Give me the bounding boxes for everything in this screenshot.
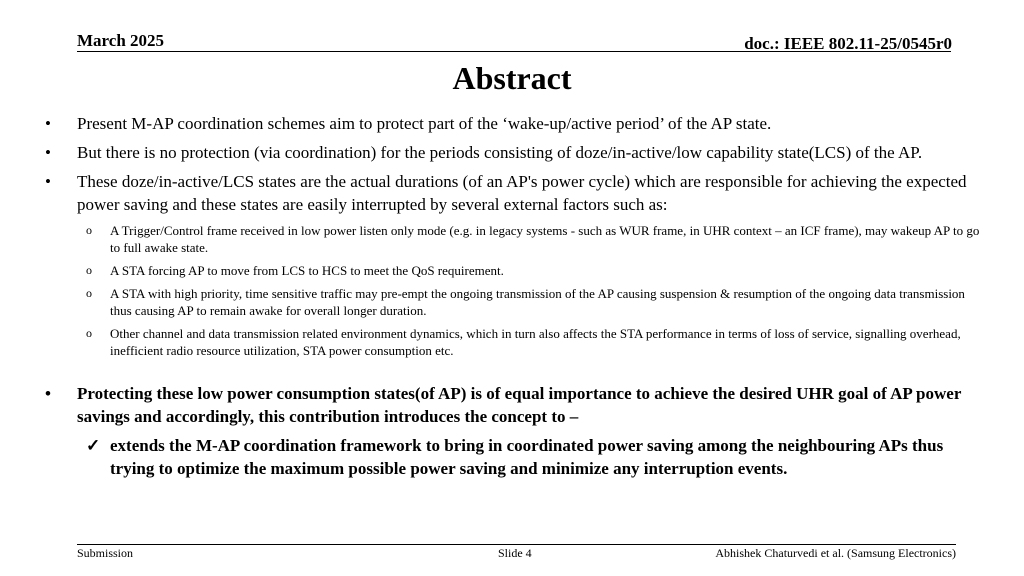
bullet-list [45,112,980,480]
check-bullet-text: extends the M-AP coordination framework to bring in coordinated power saving among the neighbouring APs thus trying to optimize the maximum possible power saving and minimize any interruption events. [110,436,944,478]
header-divider [77,51,951,52]
bullet-marker: • [45,114,51,133]
sub-bullet-text: Other channel and data transmission related environment dynamics, which in turn also affects the STA performance in terms of loss of service, signalling overhead, inefficient radio resource utilization, STA power consumption etc. [110,326,961,358]
slide-title: Abstract [452,60,572,96]
sub-bullet-marker: o [86,326,92,340]
bullet-item [45,141,980,164]
sub-bullet-item [45,222,980,256]
header-date: March 2025 [77,31,165,50]
key-bullet-item [45,382,980,428]
check-bullet-item [45,434,980,480]
sub-bullet-text: A Trigger/Control frame received in low power listen only mode (e.g. in legacy systems - such as WUR frame, in UHR context – an ICF frame), may wakeup AP to go to full awake state. [110,223,980,255]
key-bullet-text: Protecting these low power consumption states(of AP) is of equal importance to achieve the desired UHR goal of AP power savings and accordingly, this contribution introduces the concept to – [77,384,962,426]
sub-bullet-item [45,325,980,359]
footer-slide-number: Slide 4 [498,546,532,560]
bullet-item [45,112,980,135]
footer-divider [77,544,956,545]
sub-bullet-item [45,262,980,279]
bullet-marker: • [45,143,51,162]
bullet-marker: • [45,172,51,191]
sub-bullet-marker: o [86,223,92,237]
bullet-text: Present M-AP coordination schemes aim to protect part of the ‘wake-up/active period’ of the AP state. [77,114,772,133]
footer-author: Abhishek Chaturvedi et al. (Samsung Electronics) [715,546,956,560]
sub-bullet-text: A STA forcing AP to move from LCS to HCS to meet the QoS requirement. [110,263,504,278]
sub-bullet-text: A STA with high priority, time sensitive traffic may pre-empt the ongoing transmission of the AP causing suspension & resumption of the ongoing data transmission thus causing AP to remain awake for overall longer duration. [110,286,965,318]
bullet-text: But there is no protection (via coordination) for the periods consisting of doze/in-active/low capability state(LCS) of the AP. [77,143,923,162]
spacer [45,365,980,382]
sub-bullet-marker: o [86,286,92,300]
bullet-item [45,170,980,216]
sub-bullet-marker: o [86,263,92,277]
header-doc-id: doc.: IEEE 802.11-25/0545r0 [744,34,952,53]
bullet-text: These doze/in-active/LCS states are the actual durations (of an AP's power cycle) which are responsible for achieving the expected power saving and these states are easily interrupted by several external factors such as: [77,172,967,214]
footer-submission: Submission [77,546,134,560]
checkmark-icon: ✓ [86,436,101,455]
bullet-marker: • [45,384,51,403]
sub-bullet-item [45,285,980,319]
